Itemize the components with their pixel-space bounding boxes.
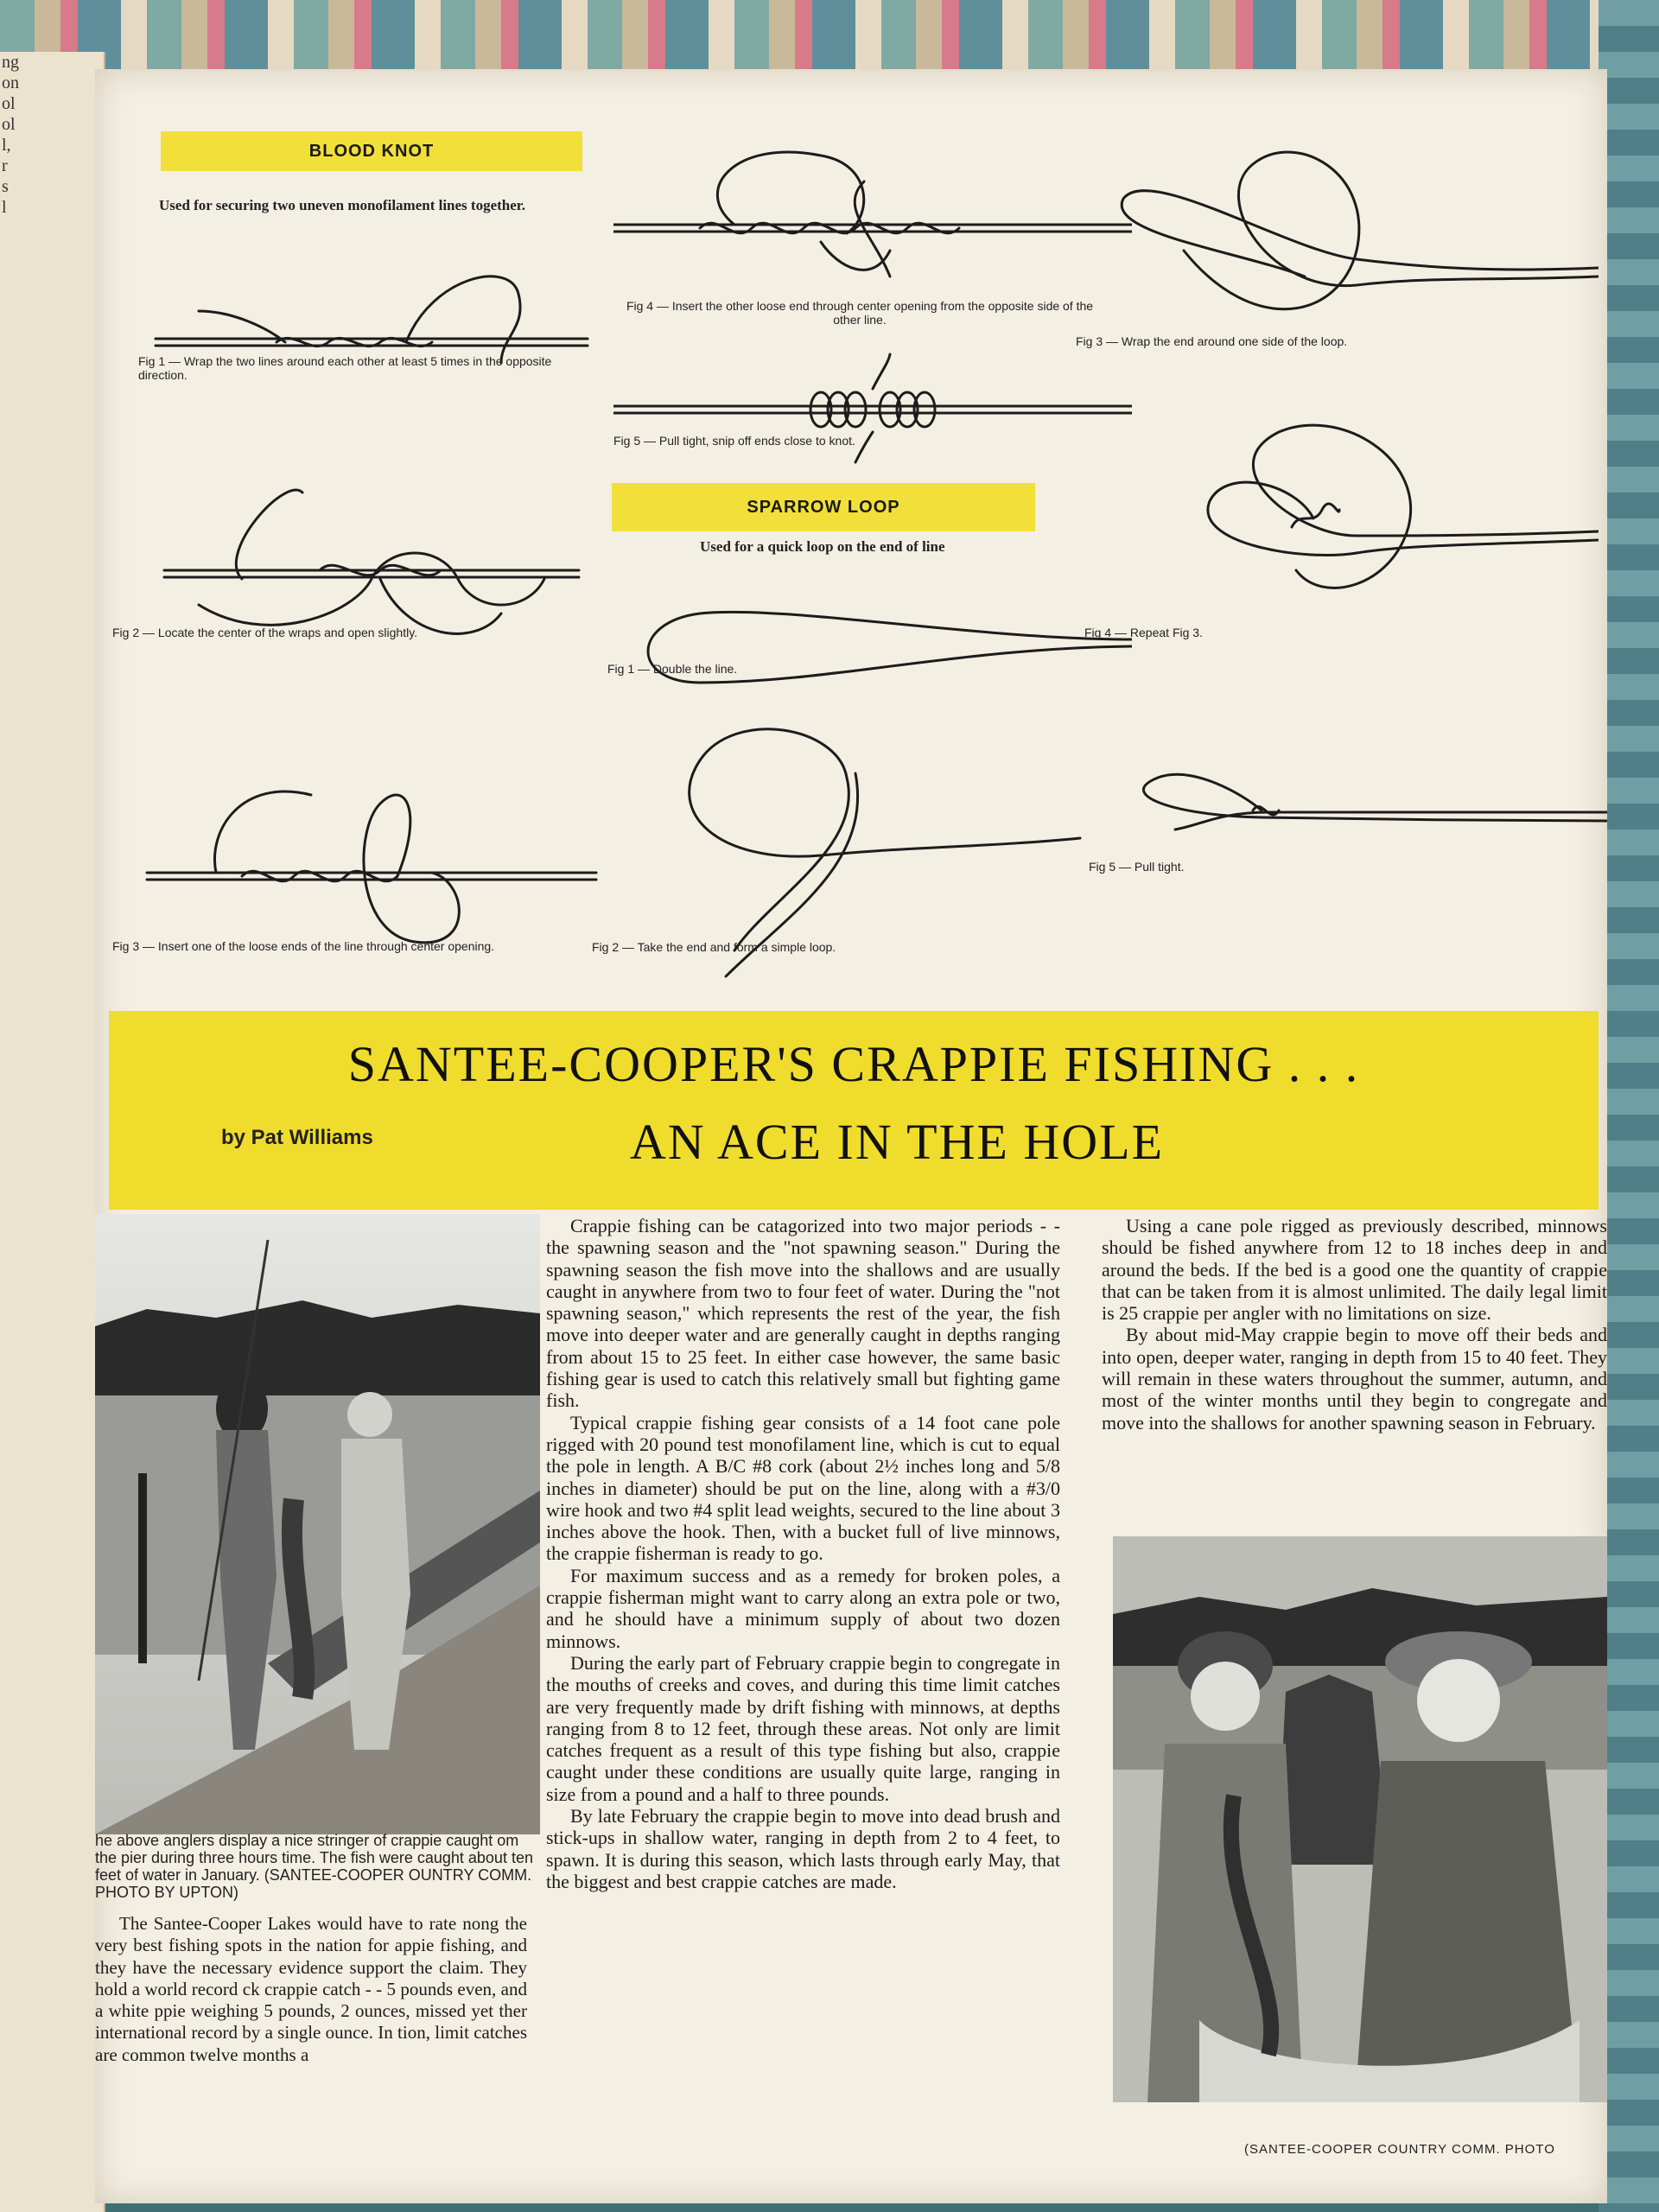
sparrow-loop-fig5-caption: Fig 5 — Pull tight.	[1089, 860, 1185, 874]
article-column-2	[546, 1215, 1060, 1892]
sparrow-loop-title: SPARROW LOOP	[612, 483, 1035, 531]
paragraph: Crappie fishing can be catagorized into two major periods - - the spawning season and the "not spawning season." During the spawning season the fish move into the shallows and are usually caught in anywhere from two to four feet of water. During the "not spawning season," which represents the rest of the year, the fish move into deeper water and are generally caught in depths ranging from about 15 to 25 feet. In either case however, the same basic fishing gear is used to catch this relatively small but fighting game fish.	[546, 1215, 1060, 1412]
blood-knot-fig3-illustration	[138, 674, 605, 985]
women-stringer-photo	[1113, 1536, 1607, 2102]
blood-knot-fig5-illustration	[613, 346, 1132, 467]
paragraph: Typical crappie fishing gear consists of a 14 foot cane pole rigged with 20 pound test monofilament line, which is cut to equal the pole in length. A B/C #8 cork (about 2½ inches long and 5/8 inches in diameter) should be put on the line, along with a #3/0 wire hook and two #4 split lead weights, secured to the line about 3 inches above the hook. Then, with a bucket full of live minnows, the crappie fisherman is ready to go.	[546, 1411, 1060, 1565]
byline: by Pat Williams	[221, 1126, 373, 1149]
fragment: r	[2, 156, 8, 175]
sparrow-loop-fig4-illustration	[1080, 397, 1599, 657]
blood-knot-fig4-caption: Fig 4 — Insert the other loose end through center opening from the opposite side of the other line.	[626, 299, 1094, 327]
magazine-page	[95, 69, 1607, 2203]
fragment: ol	[2, 94, 16, 113]
blood-knot-fig3-caption: Fig 3 — Insert one of the loose ends of the line through center opening.	[112, 939, 495, 953]
fragment: l,	[2, 136, 11, 155]
previous-page-edge	[0, 52, 105, 2212]
anglers-pier-photo	[95, 1214, 540, 1834]
paragraph: For maximum success and as a remedy for broken poles, a crappie fisherman might want to carry along an extra pole or two, and he should have a minimum supply of about two dozen minnows.	[546, 1564, 1060, 1652]
blood-knot-fig2-illustration	[147, 406, 596, 691]
blood-knot-fig5-caption: Fig 5 — Pull tight, snip off ends close to knot.	[613, 434, 855, 448]
sparrow-loop-fig4-caption: Fig 4 — Repeat Fig 3.	[1084, 626, 1203, 639]
paragraph: By late February the crappie begin to move into dead brush and stick-ups in shallow water, ranging in depth from 2 to 4 feet, to spawn. It is during this season, which lasts through early May, that the biggest and best crappie catches are made.	[546, 1805, 1060, 1892]
sparrow-loop-description: Used for a quick loop on the end of line	[700, 538, 945, 555]
photo2-caption: (SANTEE-COOPER COUNTRY COMM. PHOTO	[1244, 2142, 1555, 2157]
article-column-1	[95, 1913, 527, 2066]
sparrow-loop-fig1-caption: Fig 1 — Double the line.	[607, 662, 738, 676]
fragment: s	[2, 177, 9, 196]
blood-knot-fig1-caption: Fig 1 — Wrap the two lines around each other at least 5 times in the opposite direction.	[138, 354, 552, 382]
headline-line-2: AN ACE IN THE HOLE	[629, 1114, 1165, 1170]
paragraph: During the early part of February crappie begin to congregate in the mouths of creeks and coves, and during this time limit catches are very frequently made by drift fishing with minnows, at depths ranging from 8 to 12 feet, through these areas. Not only are limit catches frequent as a result of this type fishing but also, crappie caught under these conditions are usually quite large, ranging in size from a pound and a half to three pounds.	[546, 1651, 1060, 1805]
paragraph: Using a cane pole rigged as previously described, minnows should be fished anywhere from 12 to 18 inches deep in and around the beds. If the bed is a good one the quantity of crappie that can be taken from it is almost unlimited. The daily legal limit is 25 crappie per angler with no limitations on size.	[1102, 1215, 1607, 1325]
article-column-3	[1102, 1215, 1607, 1433]
sparrow-loop-fig5-illustration	[1089, 743, 1607, 864]
fragment: l	[2, 198, 7, 217]
blood-knot-description: Used for securing two uneven monofilament lines together.	[159, 197, 526, 213]
blood-knot-title: BLOOD KNOT	[161, 131, 582, 171]
fragment: ng	[2, 53, 19, 72]
headline-banner	[109, 1011, 1599, 1210]
sparrow-loop-fig2-illustration	[648, 691, 1132, 1002]
background-textile-right	[1599, 0, 1659, 2212]
sparrow-loop-fig2-caption: Fig 2 — Take the end and form a simple loop.	[592, 940, 836, 954]
paragraph: The Santee-Cooper Lakes would have to rate nong the very best fishing spots in the nation for appie fishing, and they have the necessary evidence support the claim. They hold a world record ck crappie catch - - 5 pounds even, and a white ppie weighing 5 pounds, 2 ounces, missed yet ther international record by a single ounce. In tion, limit catches are common twelve months a	[95, 1913, 527, 2065]
blood-knot-fig2-caption: Fig 2 — Locate the center of the wraps and open slightly.	[112, 626, 418, 639]
fragment: on	[2, 73, 19, 92]
blood-knot-fig4-illustration	[613, 121, 1132, 294]
headline-line-1: SANTEE-COOPER'S CRAPPIE FISHING . . .	[347, 1036, 1360, 1092]
paragraph: By about mid-May crappie begin to move off their beds and into open, deeper water, ranging in depth from 15 to 40 feet. They will remain in these waters throughout the summer, autumn, and most of the winter months until they begin to congregate and move into the shallows for another spawning season in February.	[1102, 1324, 1607, 1433]
fragment: ol	[2, 115, 16, 134]
sparrow-loop-fig3-caption: Fig 3 — Wrap the end around one side of the loop.	[1076, 334, 1348, 348]
photo1-caption: he above anglers display a nice stringer of crappie caught om the pier during three hours time. The fish were caught about ten feet of water in January. (SANTEE-COOPER OUNTRY COMM. PHOTO BY UPTON)	[95, 1832, 533, 1901]
